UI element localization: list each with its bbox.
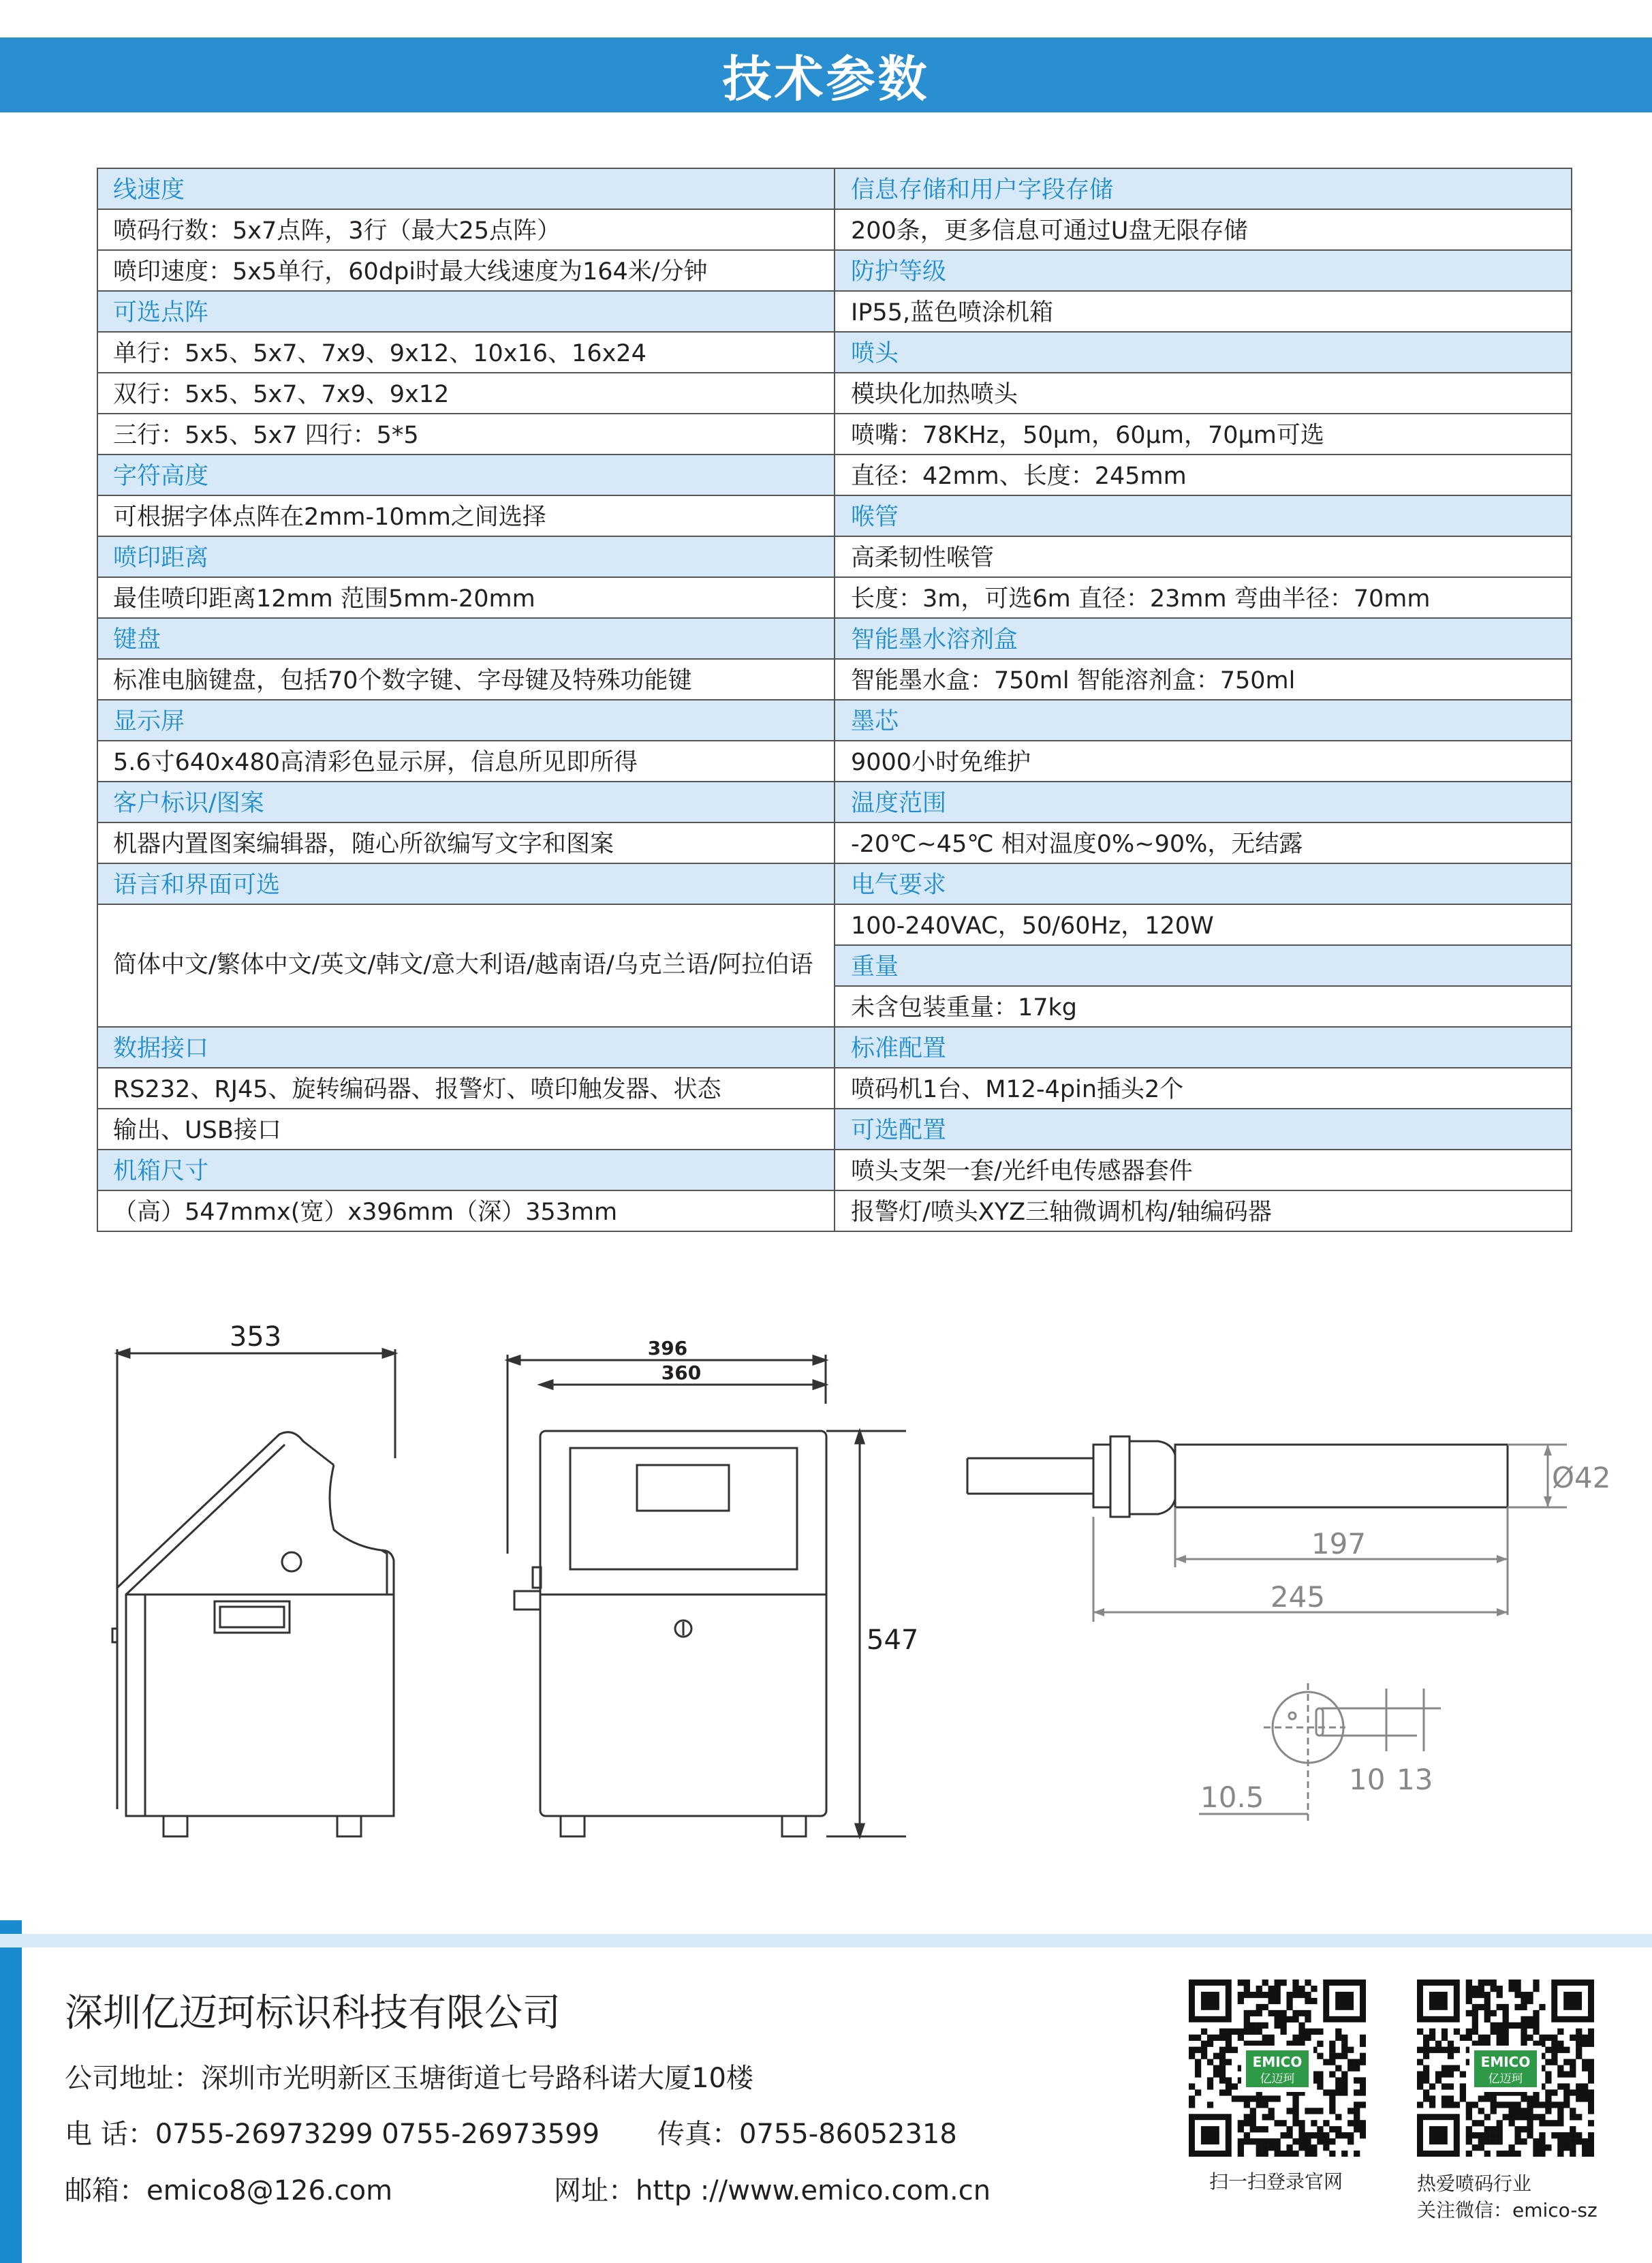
qr-caption-website: 扫一扫登录官网: [1209, 2170, 1343, 2193]
spec-value-line: 简体中文/繁体中文/英文/韩文/意大利语/: [113, 951, 535, 979]
company-phone: 电 话：0755-26973299 0755-26973599: [65, 2119, 600, 2150]
spec-value-row: 喷头支架一套/光纤电传感器套件: [835, 1149, 1572, 1190]
spec-value-row: 机器内置图案编辑器，随心所欲编写文字和图案: [97, 822, 835, 863]
spec-value-row: 高柔韧性喉管: [835, 536, 1572, 576]
spec-value-row: 智能墨水盒：750ml 智能溶剂盒：750ml: [835, 658, 1572, 699]
height-label: 547: [867, 1625, 919, 1656]
nozzle-b-label: 13: [1397, 1763, 1433, 1796]
spec-value-row: 喷印速度：5x5单行，60dpi时最大线速度为164米/分钟: [97, 249, 835, 290]
front-width-outer-label: 396: [647, 1337, 688, 1359]
spec-section-header: 键盘: [97, 617, 835, 658]
spec-value-row: （高）547mmx(宽）x396mm（深）353mm: [97, 1190, 835, 1231]
spec-section-header: 防护等级: [835, 249, 1572, 290]
spec-value-row: 100-240VAC，50/60Hz，120W: [835, 904, 1572, 944]
spec-value-row: 单行：5x5、5x7、7x9、9x12、10x16、16x24: [97, 331, 835, 372]
spec-section-header: 喉管: [835, 495, 1572, 536]
footer-band: [0, 1934, 1652, 1948]
spec-value-row: RS232、RJ45、旋转编码器、报警灯、喷印触发器、状态: [97, 1067, 835, 1108]
spec-value-row: 200条，更多信息可通过U盘无限存储: [835, 209, 1572, 249]
spec-value-row: 5.6寸640x480高清彩色显示屏，信息所见即所得: [97, 740, 835, 781]
nozzle-c-label: 10.5: [1200, 1781, 1264, 1814]
qr-code-wechat: [1417, 1980, 1594, 2157]
spec-section-header: 温度范围: [835, 781, 1572, 822]
dimension-drawings: [0, 1322, 1652, 1881]
spec-section-header: 语言和界面可选: [97, 863, 835, 904]
spec-section-header: 重量: [835, 944, 1572, 985]
spec-value-row: IP55,蓝色喷涂机箱: [835, 290, 1572, 331]
spec-value-row: 长度：3m，可选6m 直径：23mm 弯曲半径：70mm: [835, 576, 1572, 617]
spec-value-row: 直径：42mm、长度：245mm: [835, 454, 1572, 495]
qr-caption-wechat-1: 热爱喷码行业: [1417, 2172, 1532, 2195]
company-fax: 传真：0755-86052318: [657, 2119, 957, 2150]
spec-value-row: 标准电脑键盘，包括70个数字键、字母键及特殊功能键: [97, 658, 835, 699]
company-website: 网址：http ://www.emico.com.cn: [554, 2175, 991, 2206]
svg-text:亿迈珂: 亿迈珂: [1260, 2072, 1295, 2086]
spec-value-row: 双行：5x5、5x7、7x9、9x12: [97, 372, 835, 413]
spec-value-row: 输出、USB接口: [97, 1108, 835, 1149]
spec-section-header: 墨芯: [835, 699, 1572, 740]
spec-section-header: 智能墨水溶剂盒: [835, 617, 1572, 658]
spec-value-row: 报警灯/喷头XYZ三轴微调机构/轴编码器: [835, 1190, 1572, 1231]
spec-value-row: 最佳喷印距离12mm 范围5mm-20mm: [97, 576, 835, 617]
spec-value-row: 三行：5x5、5x7 四行：5*5: [97, 413, 835, 454]
spec-section-header: 字符高度: [97, 454, 835, 495]
spec-value-row: 9000小时免维护: [835, 740, 1572, 781]
side-view-drawing: [112, 1322, 395, 1836]
spec-value-row: -20℃~45℃ 相对温度0%~90%，无结露: [835, 822, 1572, 863]
spec-section-header: 线速度: [97, 168, 835, 209]
spec-section-header: 数据接口: [97, 1026, 835, 1067]
nozzle-a-label: 10: [1349, 1763, 1386, 1796]
head-length-long-label: 245: [1270, 1580, 1326, 1614]
svg-text:亿迈珂: 亿迈珂: [1488, 2072, 1523, 2086]
spec-section-header: 机箱尺寸: [97, 1149, 835, 1190]
nozzle-detail-drawing: [1199, 1683, 1441, 1823]
spec-section-header: 标准配置: [835, 1026, 1572, 1067]
spec-value-row: 喷码机1台、M12-4pin插头2个: [835, 1067, 1572, 1108]
print-head-drawing: [967, 1436, 1611, 1622]
spec-section-header: 客户标识/图案: [97, 781, 835, 822]
spec-section-header: 可选点阵: [97, 290, 835, 331]
front-view-drawing: [508, 1337, 918, 1836]
spec-section-header: 信息存储和用户字段存储: [835, 168, 1572, 209]
qr-caption-wechat-2: 关注微信：emico-sz: [1417, 2199, 1598, 2221]
spec-section-header: 显示屏: [97, 699, 835, 740]
company-name: 深圳亿迈珂标识科技有限公司: [65, 1991, 561, 2035]
spec-section-header: 可选配置: [835, 1108, 1572, 1149]
spec-section-header: 电气要求: [835, 863, 1572, 904]
head-length-short-label: 197: [1311, 1527, 1367, 1560]
company-email: 邮箱：emico8@126.com: [65, 2175, 393, 2206]
page-title: 技术参数: [722, 50, 930, 108]
footer-accent-bar: [0, 1920, 22, 2263]
spec-value-row: 可根据字体点阵在2mm-10mm之间选择: [97, 495, 835, 536]
spec-section-header: 喷印距离: [97, 536, 835, 576]
svg-text:EMICO: EMICO: [1480, 2054, 1531, 2070]
qr-code-website: [1189, 1980, 1366, 2157]
spec-value-row: 喷码行数：5x7点阵，3行（最大25点阵）: [97, 209, 835, 249]
head-diameter-label: Ø42: [1552, 1461, 1611, 1494]
spec-value-row: 喷嘴：78KHz，50μm，60μm，70μm可选: [835, 413, 1572, 454]
company-address: 公司地址：深圳市光明新区玉塘街道七号路科诺大厦10楼: [65, 2063, 753, 2094]
front-width-inner-label: 360: [661, 1361, 702, 1384]
spec-value-line: 越南语/乌克兰语/阿拉伯语: [534, 951, 813, 979]
title-bar: [0, 37, 1652, 112]
spec-value-row: 未含包装重量：17kg: [835, 985, 1572, 1026]
spec-value-row: 模块化加热喷头: [835, 372, 1572, 413]
spec-section-header: 喷头: [835, 331, 1572, 372]
table-gridlines: [97, 168, 1572, 1232]
side-depth-label: 353: [229, 1322, 282, 1353]
svg-text:EMICO: EMICO: [1252, 2054, 1303, 2070]
